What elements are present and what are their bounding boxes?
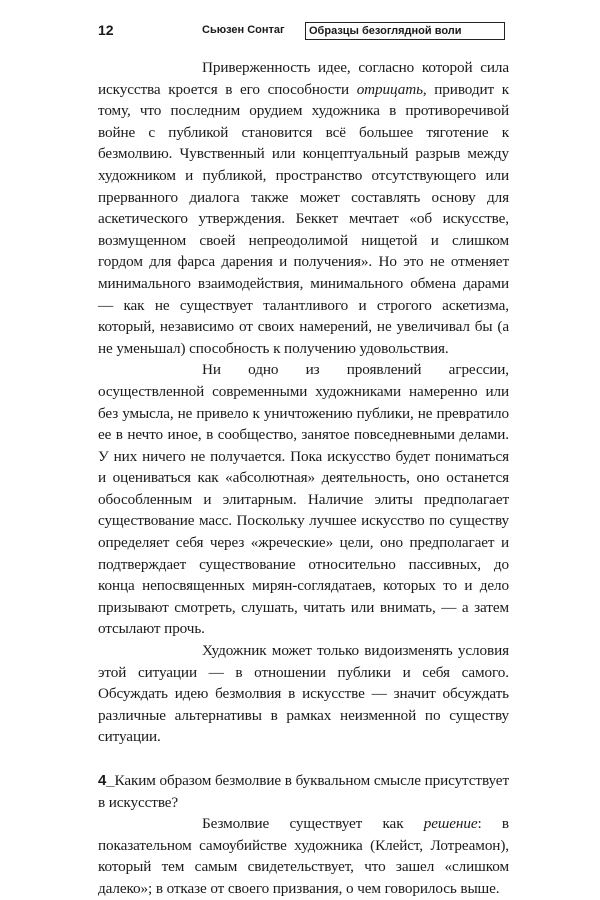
paragraph-4-text-start: Безмолвие существует как bbox=[202, 815, 424, 833]
emphasis-otritsat: отрицать bbox=[356, 80, 423, 98]
paragraph-2: Ни одно из проявлений агрессии, осуществленной современными художниками намеренно или без умысла, не привело к уничтожению публики, не превратило ее в нечто иное, в сообщество, занятое повседневными делами. У них ничего не получается. Пока искусство будет пониматься и оцениваться как «абсолютная» деятельность, оно останется обособленным и элитарным. Наличие элиты предполагает существование масс. Поскольку лучшее искусство по существу определяет себя через «жреческие» цели, оно предполагает и подтверждает существование относительно пассивных, до конца непосвященных мирян-соглядатаев, которых то и дело призывают смотреть, слушать, читать или внимать, — а затем отсылают прочь. bbox=[98, 361, 509, 638]
paragraph-1-text-end: , приводит к тому, что последним орудием художника в противоречивой войне с публикой становится всё большее тяготение к безмолвию. Чувственный или концептуальный разрыв между художником и публикой, пространство отсутствующего или прерванного диалога также может составлять основу для аскетического утверждения. Беккет мечтает «об искусстве, возмущенном своей непреодолимой нищетой и слишком гордом для фарса дарения и получения». Но это не отменяет минимального взаимодействия, минимального обмена дарами — как не существует талантливого и строгого аскетизма, который, независимо от своих намерений, не увеличивал бы (а не уменьшал) способность к получению удовольствия. bbox=[98, 80, 509, 357]
author-name: Сьюзен Сонтаг bbox=[202, 24, 285, 36]
paragraph-3: Художник может только видоизменять условия этой ситуации — в отношении публики и себя самого. Обсуждать идею безмолвия в искусстве — значит обсуждать различные альтернативы в рамках неизменной по существу ситуации. bbox=[98, 642, 509, 746]
paragraph-4 bbox=[98, 813, 509, 899]
section-question: Каким образом безмолвие в буквальном смысле присутствует в искусстве? bbox=[98, 772, 509, 811]
paragraph-1 bbox=[98, 57, 509, 359]
section-number: 4_ bbox=[98, 772, 115, 789]
page-header bbox=[0, 22, 600, 46]
emphasis-reshenie: решение bbox=[423, 815, 478, 833]
section-gap bbox=[98, 748, 509, 770]
paragraph-1-text-start: Приверженность идее, согласно которой сила искусства кроется в его способности bbox=[98, 59, 509, 98]
paragraph-4-text-end: : в показательном самоубийстве художника (Клейст, Лотреамон), который тем самым свидетельствует, что зашел «слишком далеко»; в отказе от своего призвания, о чем говорилось выше. bbox=[98, 815, 509, 897]
section-4-heading bbox=[98, 770, 509, 813]
page-body bbox=[98, 57, 509, 900]
running-title-box: Образцы безоглядной воли bbox=[305, 22, 505, 40]
page-number: 12 bbox=[98, 22, 114, 38]
